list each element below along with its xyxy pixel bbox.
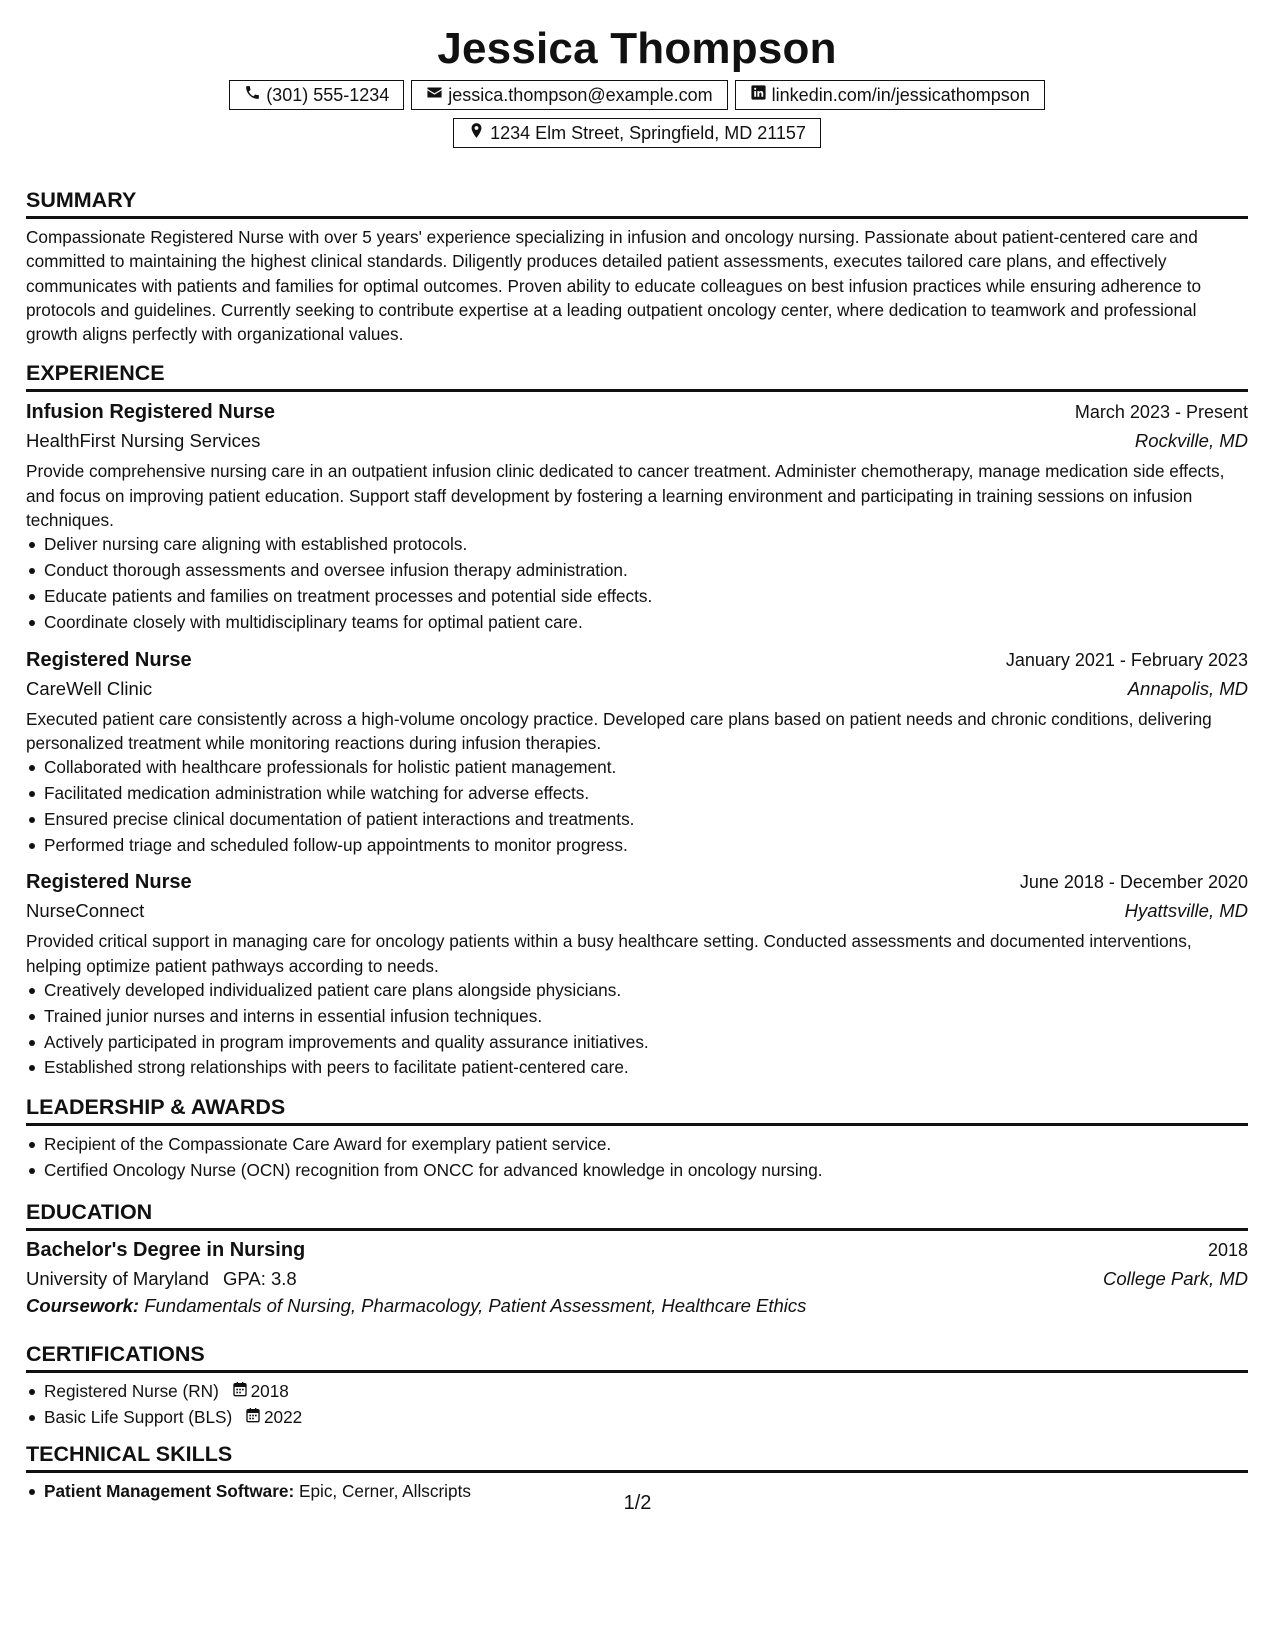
cert-year: 2022	[263, 1406, 303, 1427]
list-item: Creatively developed individualized patient care plans alongside physicians.	[44, 978, 1248, 1004]
cert-name: Registered Nurse (RN)	[44, 1380, 219, 1401]
cert-year: 2018	[250, 1380, 289, 1401]
gpa: GPA: 3.8	[223, 1267, 297, 1289]
email-chip[interactable]	[411, 80, 727, 110]
contact-row	[26, 80, 1248, 110]
job-location: Hyattsville, MD	[1124, 900, 1248, 922]
list-item: Conduct thorough assessments and oversee infusion therapy administration.	[44, 558, 1248, 584]
address-chip[interactable]	[453, 118, 821, 148]
leadership-section	[26, 1093, 1248, 1184]
envelope-icon	[426, 83, 443, 107]
job-company: CareWell Clinic	[26, 677, 153, 699]
education-section	[26, 1198, 1248, 1320]
linkedin-text: linkedin.com/in/jessicathompson	[771, 85, 1030, 105]
address-text: 1234 Elm Street, Springfield, MD 21157	[490, 123, 806, 143]
job-description: Provided critical support in managing care for oncology patients within a busy healthcare setting. Conducted assessments and documented interventions, helping optimize patient pathways according to needs.	[26, 931, 1192, 976]
list-item: Facilitated medication administration while watching for adverse effects.	[44, 781, 1248, 807]
job-dates: June 2018 - December 2020	[1019, 872, 1248, 893]
job-dates: March 2023 - Present	[1074, 402, 1248, 423]
coursework	[26, 1292, 1248, 1320]
candidate-name: Jessica Thompson	[437, 24, 837, 73]
list-item: Coordinate closely with multidisciplinary teams for optimal patient care.	[44, 610, 1248, 636]
skill-label: Patient Management Software:	[44, 1481, 295, 1502]
job-company: NurseConnect	[26, 900, 145, 922]
list-item: Recipient of the Compassionate Care Award for exemplary patient service.	[44, 1132, 1248, 1158]
list-item	[44, 1405, 1248, 1431]
phone-chip[interactable]	[229, 80, 404, 110]
calendar-icon	[232, 1379, 248, 1405]
list-item	[44, 1379, 1248, 1405]
linkedin-icon	[750, 83, 767, 107]
list-item: Trained junior nurses and interns in essential infusion techniques.	[44, 1004, 1248, 1030]
job-title: Registered Nurse	[26, 648, 192, 671]
leadership-heading: LEADERSHIP & AWARDS	[26, 1093, 1248, 1126]
job-entry	[26, 646, 1248, 859]
calendar-icon	[245, 1405, 261, 1431]
phone-icon	[244, 83, 261, 107]
list-item: Performed triage and scheduled follow-up appointments to monitor progress.	[44, 833, 1248, 859]
coursework-label: Coursework:	[26, 1294, 140, 1316]
education-heading: EDUCATION	[26, 1198, 1248, 1231]
certifications-section	[26, 1340, 1248, 1431]
certifications-list	[26, 1379, 1248, 1431]
job-title: Registered Nurse	[26, 871, 192, 894]
degree-title: Bachelor's Degree in Nursing	[26, 1238, 306, 1261]
experience-heading: EXPERIENCE	[26, 359, 1248, 392]
job-description: Executed patient care consistently across a high-volume oncology practice. Developed care plans based on patient needs and chronic conditions, delivering personalized treatment while monitoring reactions during infusion therapies.	[26, 708, 1212, 753]
job-company: HealthFirst Nursing Services	[26, 430, 261, 452]
list-item: Established strong relationships with peers to facilitate patient-centered care.	[44, 1055, 1248, 1081]
job-description: Provide comprehensive nursing care in an outpatient infusion clinic dedicated to cancer treatment. Administer chemotherapy, manage medication side effects, and focus on improving patient education. Support staff development by fostering a learning environment and participating in training sessions on infusion techniques.	[26, 461, 1225, 531]
school-name: University of Maryland	[26, 1267, 210, 1289]
coursework-list: Fundamentals of Nursing, Pharmacology, Patient Assessment, Healthcare Ethics	[144, 1294, 807, 1316]
cert-name: Basic Life Support (BLS)	[44, 1406, 233, 1427]
degree-year: 2018	[1207, 1239, 1248, 1260]
list-item: Educate patients and families on treatment processes and potential side effects.	[44, 584, 1248, 610]
school-location: College Park, MD	[1103, 1267, 1248, 1289]
job-location: Rockville, MD	[1134, 430, 1248, 452]
list-item: Certified Oncology Nurse (OCN) recognition from ONCC for advanced knowledge in oncology nursing.	[44, 1158, 1248, 1184]
job-bullets	[26, 755, 1248, 858]
summary-text: Compassionate Registered Nurse with over 5 years' experience specializing in infusion and oncology nursing. Passionate about patient-centered care and committed to maintaining the highest clinical standards. Diligently produces detailed patient assessments, executes tailored care plans, and effectively communicates with patients and families for optimal outcomes. Proven ability to educate colleagues on best infusion practices while ensuring adherence to protocols and guidelines. Currently seeking to contribute expertise at a leading outpatient oncology center, where dedication to teamwork and professional growth aligns perfectly with organizational values.	[26, 227, 1202, 345]
map-marker-icon	[468, 121, 485, 145]
skills-heading: TECHNICAL SKILLS	[26, 1440, 1248, 1473]
certifications-heading: CERTIFICATIONS	[26, 1340, 1248, 1373]
job-dates: January 2021 - February 2023	[1005, 649, 1248, 670]
list-item: Collaborated with healthcare professionals for holistic patient management.	[44, 755, 1248, 781]
job-bullets	[26, 532, 1248, 635]
job-bullets	[26, 978, 1248, 1081]
job-entry	[26, 398, 1248, 635]
summary-heading: SUMMARY	[26, 186, 1248, 219]
job-entry	[26, 868, 1248, 1081]
job-location: Annapolis, MD	[1127, 677, 1248, 699]
skill-value: Epic, Cerner, Allscripts	[299, 1481, 471, 1502]
resume-content	[26, 0, 1248, 1505]
page-number: 1/2	[623, 1492, 652, 1514]
list-item: Ensured precise clinical documentation of patient interactions and treatments.	[44, 807, 1248, 833]
email-text: jessica.thompson@example.com	[448, 85, 713, 105]
list-item: Actively participated in program improvements and quality assurance initiatives.	[44, 1030, 1248, 1056]
linkedin-chip[interactable]	[735, 80, 1045, 110]
phone-text: (301) 555-1234	[266, 85, 390, 105]
job-title: Infusion Registered Nurse	[26, 401, 275, 424]
summary-section	[26, 186, 1248, 346]
list-item: Deliver nursing care aligning with established protocols.	[44, 532, 1248, 558]
experience-section	[26, 359, 1248, 1081]
address-row	[26, 118, 1248, 148]
leadership-list	[26, 1132, 1248, 1184]
